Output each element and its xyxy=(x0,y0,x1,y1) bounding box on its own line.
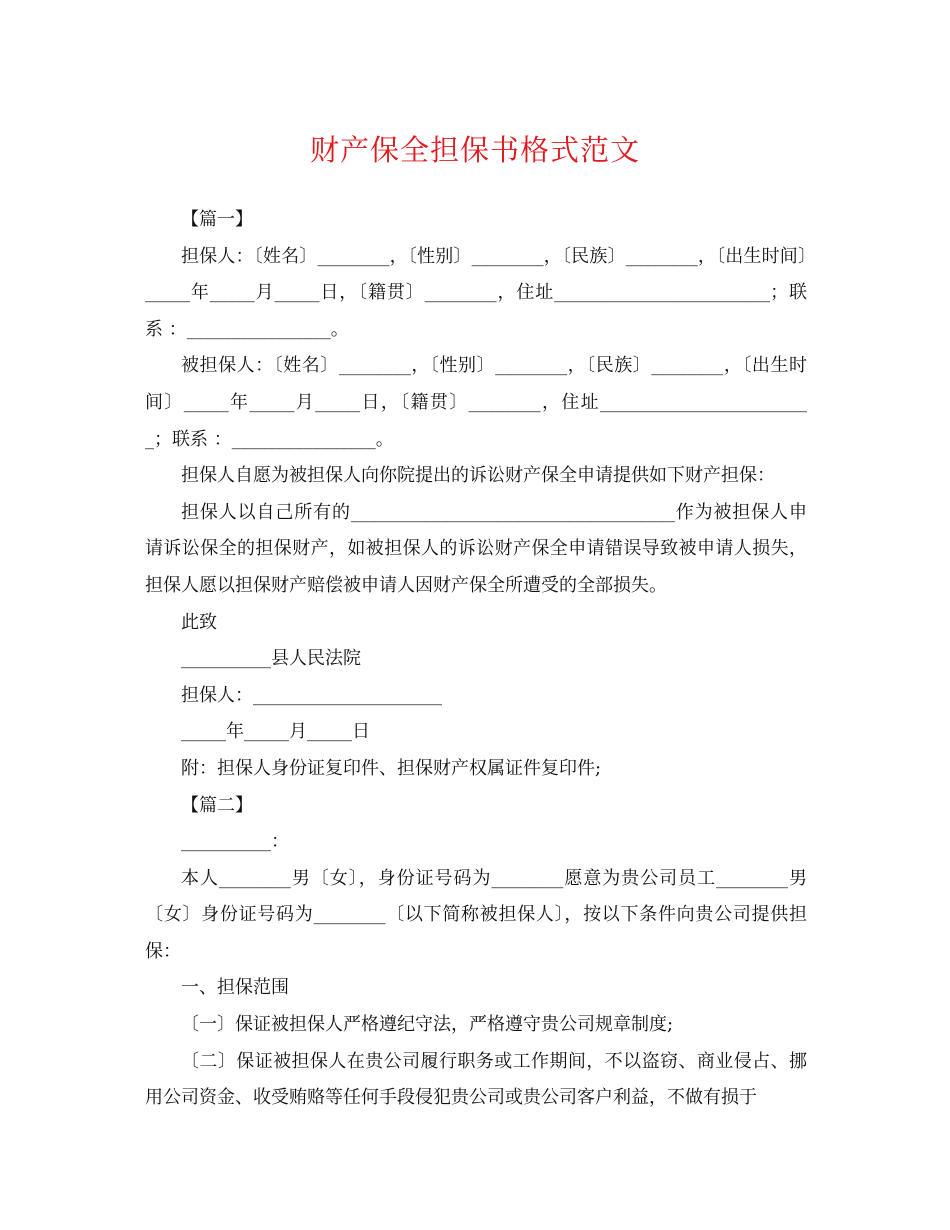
scope-heading: 一、担保范围 xyxy=(181,977,289,999)
signature-date: _____年_____月_____日 xyxy=(181,721,370,743)
employee-guarantee-intro: 本人________男〔女〕，身份证号码为________愿意为贵公司员工________男〔女〕身份证号码为________〔以下简称被担保人〕，按以下条件向贵公司提供担保： xyxy=(145,867,807,962)
court-addressee: __________县人民法院 xyxy=(181,648,361,670)
attachments-note: 附：担保人身份证复印件、担保财产权属证件复印件; xyxy=(181,757,602,779)
document-title: 财产保全担保书格式范文 xyxy=(309,133,640,167)
section-heading-2: 【篇二】 xyxy=(181,794,253,816)
guarantor-signature: 担保人：_____________________ xyxy=(181,684,442,706)
guarantee-statement: 担保人自愿为被担保人向你院提出的诉讼财产保全申请提供如下财产担保： xyxy=(181,465,775,487)
company-addressee: __________： xyxy=(181,831,289,853)
section-heading-1: 【篇一】 xyxy=(181,209,253,230)
document-body xyxy=(145,202,807,1117)
guaranteed-party-info: 被担保人：〔姓名〕________，〔性别〕________，〔民族〕________，〔出生时间〕_____年_____月_____日，〔籍贯〕________，住址________________________；联系 ：________________。 xyxy=(145,355,807,450)
guarantor-info: 担保人：〔姓名〕________，〔性别〕________，〔民族〕________，〔出生时间〕_____年_____月_____日，〔籍贯〕________，住址________________________；联系 ：________________。 xyxy=(145,245,807,340)
scope-item-1: 〔一〕保证被担保人严格遵纪守法，严格遵守贵公司规章制度; xyxy=(181,1014,674,1036)
guarantee-property-clause: 担保人以自己所有的____________________________________作为被担保人申请诉讼保全的担保财产，如被担保人的诉讼财产保全申请错误导致被申请人损失，担保人愿以担保财产赔偿被申请人因财产保全所遭受的全部损失。 xyxy=(145,501,807,596)
scope-item-2: 〔二〕保证被担保人在贵公司履行职务或工作期间，不以盗窃、商业侵占、挪用公司资金、收受贿赂等任何手段侵犯贵公司或贵公司客户利益，不做有损于 xyxy=(145,1050,807,1109)
salutation: 此致 xyxy=(181,611,217,633)
